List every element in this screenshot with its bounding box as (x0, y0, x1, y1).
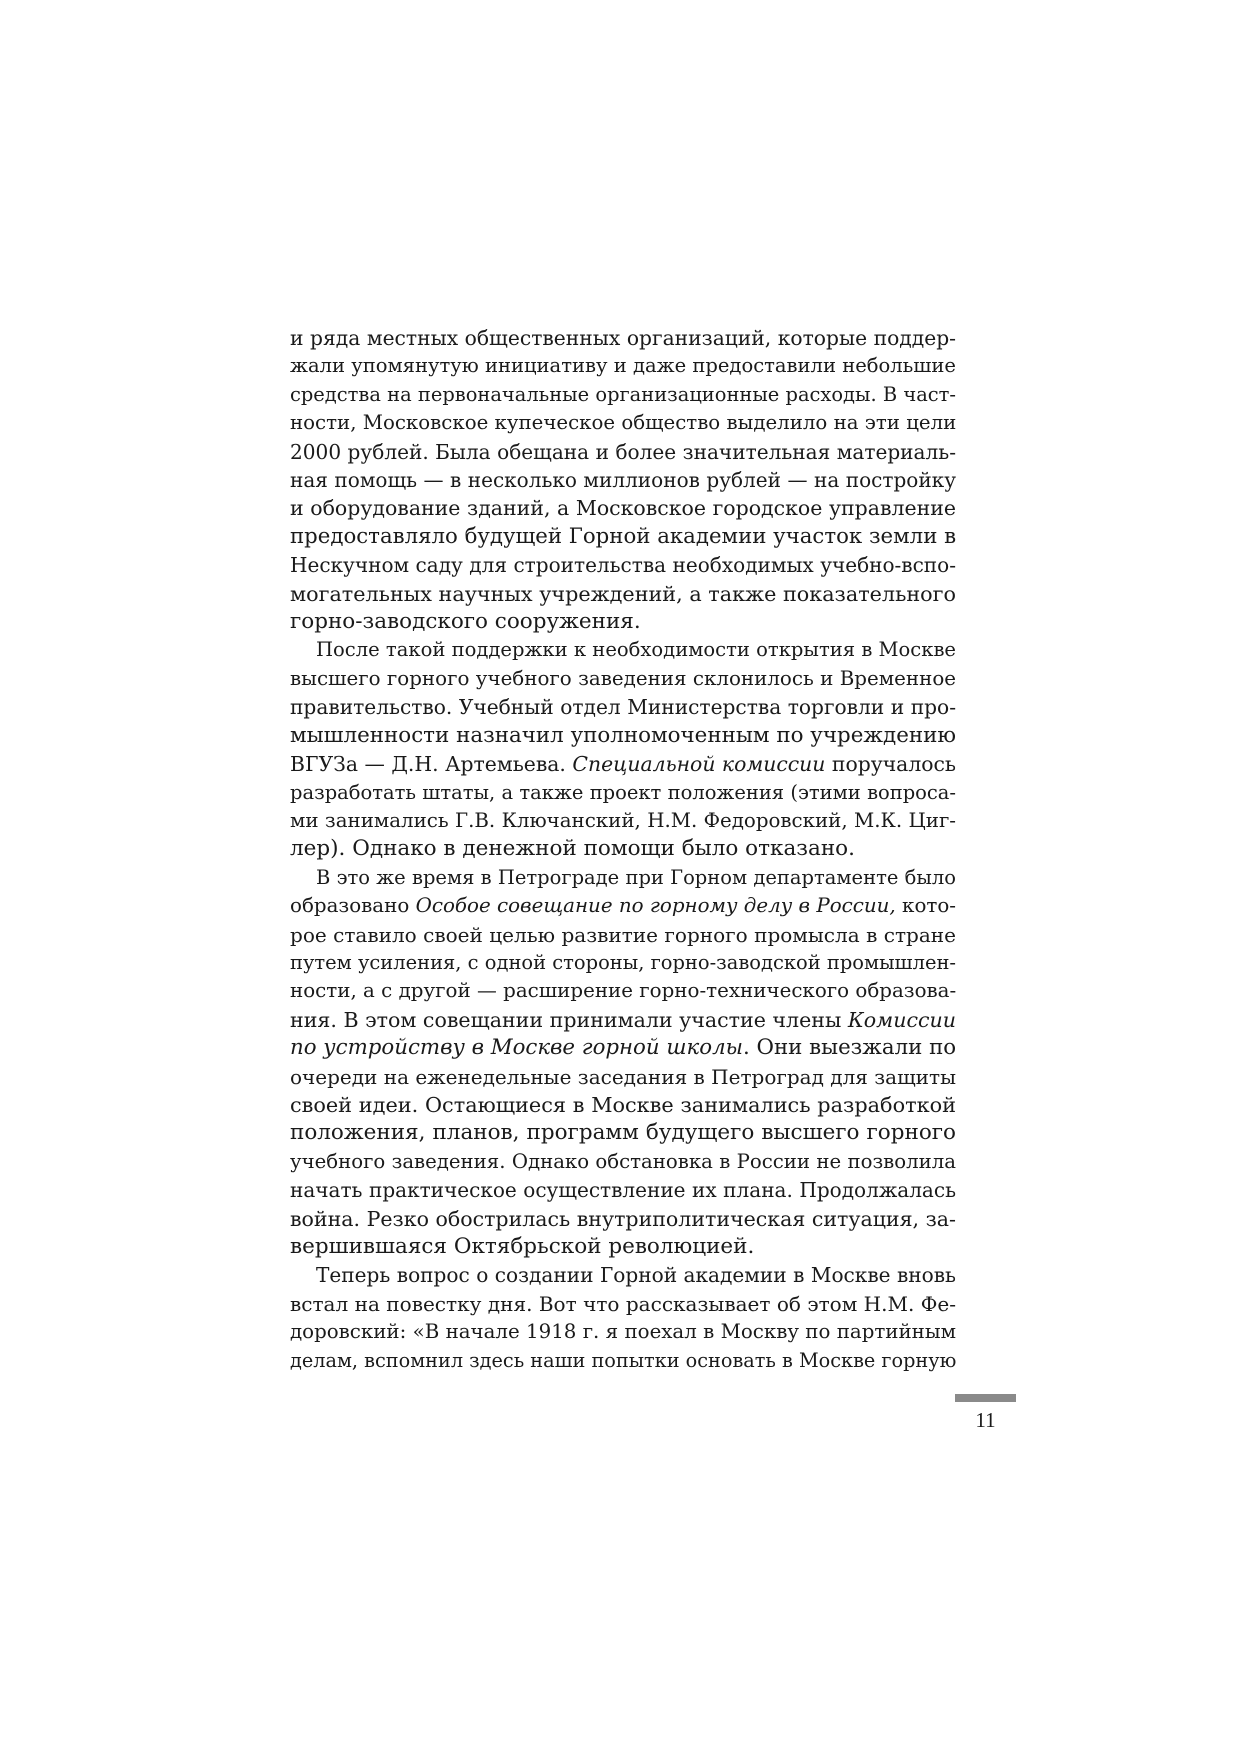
text-line (290, 352, 956, 380)
text-line (290, 949, 956, 977)
text-segment: начать практическое осуществление их плана. Продолжалась (290, 1178, 956, 1203)
text-segment: учебного заведения. Однако обстановка в России не позволила (290, 1149, 956, 1173)
text-line (290, 1261, 956, 1289)
text-segment: образовано (290, 894, 416, 918)
text-line (290, 665, 956, 693)
text-line (290, 1119, 956, 1147)
text-line (290, 381, 956, 409)
text-line (290, 750, 956, 778)
text-segment: и ряда местных общественных организаций, которые поддер- (290, 326, 956, 350)
text-line (290, 864, 956, 892)
text-segment: высшего горного учебного заведения склонилось и Временное (290, 666, 956, 690)
text-line (290, 1318, 956, 1346)
text-line (290, 1006, 956, 1034)
text-segment: своей идеи. Остающиеся в Москве занимались разработкой (290, 1092, 956, 1117)
body-text (290, 324, 956, 1375)
text-line (290, 693, 956, 721)
text-segment: путем усиления, с одной стороны, горно-заводской промышлен- (290, 950, 956, 974)
text-segment: делам, вспомнил здесь наши попытки основать в Москве горную (290, 1348, 957, 1372)
text-segment: поручалось (825, 752, 956, 777)
text-segment: ности, а с другой — расширение горно-технического образова- (290, 979, 957, 1003)
text-segment: война. Резко обострилась внутриполитическая ситуация, за- (290, 1206, 956, 1231)
text-segment: кото- (895, 894, 956, 918)
text-line (290, 722, 956, 750)
text-line (290, 1205, 956, 1233)
text-segment: мышленности назначил уполномоченным по учреждению (290, 722, 956, 748)
text-segment: ВГУЗа — Д.Н. Артемьева. (290, 752, 573, 777)
text-line (290, 1091, 956, 1119)
text-segment: ния. В этом совещании принимали участие члены (290, 1007, 848, 1032)
text-segment: горно-заводского сооружения. (290, 609, 641, 635)
text-segment: В это же время в Петрограде при Горном департаменте было (316, 865, 956, 889)
text-line (290, 551, 956, 579)
text-line (290, 636, 956, 664)
text-line (290, 977, 956, 1005)
italic-text: Комиссии (847, 1007, 956, 1032)
text-line (290, 1290, 956, 1318)
text-segment: положения, планов, программ будущего высшего горного (290, 1120, 956, 1146)
text-segment: ми занимались Г.В. Ключанский, Н.М. Федоровский, М.К. Циг- (290, 808, 956, 832)
text-line (290, 807, 956, 835)
text-segment: . Они выезжали по (742, 1035, 957, 1061)
text-line (290, 1148, 956, 1176)
text-segment: ная помощь — в несколько миллионов рублей — на постройку (290, 468, 956, 493)
text-segment: После такой поддержки к необходимости открытия в Москве (316, 638, 956, 662)
text-line (290, 892, 956, 920)
text-segment: очереди на еженедельные заседания в Петроград для защиты (290, 1064, 956, 1089)
italic-text: Особое совещание по горному делу в России, (415, 894, 896, 918)
text-line (290, 523, 956, 551)
text-line (290, 494, 956, 522)
text-line (290, 1176, 956, 1204)
text-segment: могательных научных учреждений, а также показательного (290, 581, 956, 606)
text-segment: доровский: «В начале 1918 г. я поехал в Москву по партийным (290, 1320, 956, 1344)
text-line (290, 921, 956, 949)
text-line (290, 1347, 956, 1375)
text-segment: ности, Московское купеческое общество выделило на эти цели (290, 411, 957, 435)
text-segment: рое ставило своей целью развитие горного промысла в стране (290, 922, 956, 947)
text-line (290, 324, 956, 352)
text-segment: средства на первоначальные организационные расходы. В част- (290, 382, 956, 406)
page-number-bar (955, 1394, 1016, 1402)
text-segment: лер). Однако в денежной помощи было отказано. (290, 836, 855, 862)
text-segment: встал на повестку дня. Вот что рассказывает об этом Н.М. Фе- (290, 1291, 956, 1316)
text-segment: Теперь вопрос о создании Горной академии в Москве вновь (316, 1263, 956, 1288)
text-segment: вершившаяся Октябрьской революцией. (290, 1234, 755, 1259)
text-segment: правительство. Учебный отдел Министерства торговли и про- (290, 695, 956, 720)
text-line (290, 1063, 956, 1091)
text-line (290, 438, 956, 466)
text-line (290, 608, 956, 636)
text-line (290, 1034, 956, 1062)
text-line (290, 466, 956, 494)
text-segment: Нескучном саду для строительства необходимых учебно-вспо- (290, 553, 956, 578)
page-number: 11 (975, 1408, 996, 1432)
italic-text: по устройству в Москве горной школы (290, 1035, 743, 1061)
text-segment: предоставляло будущей Горной академии участок земли в (290, 523, 957, 549)
text-line (290, 1233, 956, 1261)
text-segment: и оборудование зданий, а Московское городское управление (290, 496, 956, 521)
text-line (290, 409, 956, 437)
text-line (290, 835, 956, 863)
italic-text: Специальной комиссии (572, 752, 826, 777)
text-line (290, 779, 956, 807)
text-segment: жали упомянутую инициативу и даже предоставили небольшие (290, 354, 956, 378)
text-segment: разработать штаты, а также проект положения (этими вопроса- (290, 780, 956, 804)
text-line (290, 580, 956, 608)
text-segment: 2000 рублей. Была обещана и более значительная материаль- (290, 439, 956, 464)
